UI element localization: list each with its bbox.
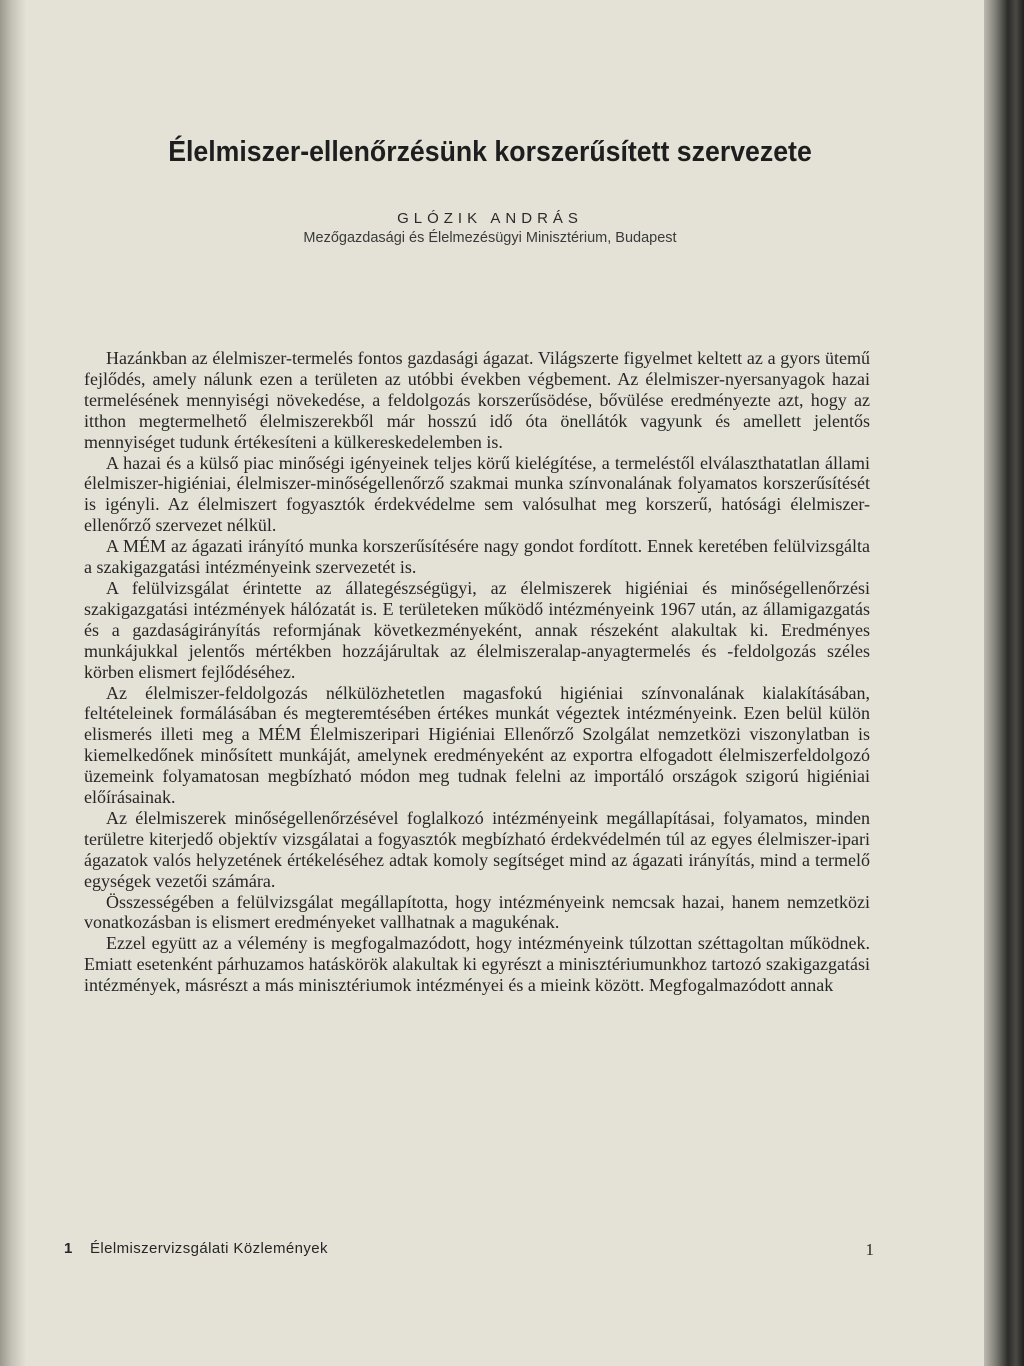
paragraph: A hazai és a külső piac minőségi igényeinek teljes körű kielégítése, a termeléstől elválaszthatatlan állami élelmiszer-higiéniai, élelmiszer-minőségellenőrző szakmai munka színvonalának folyamatos korszerűsítését is igényli. Az élelmiszert fogyasztók érdekvédelme sem valósulhat meg korszerű, hatósági élelmiszer-ellenőrző szervezet nélkül.	[84, 452, 870, 536]
author-name: GLÓZIK ANDRÁS	[397, 210, 583, 227]
page-footer	[64, 1240, 874, 1264]
article-body	[84, 348, 870, 996]
paragraph: Összességében a felülvizsgálat megállapította, hogy intézményeink nemcsak hazai, hanem nemzetközi vonatkozásban is elismert eredményeket vallhatnak a magukénak.	[84, 891, 870, 933]
paragraph: Hazánkban az élelmiszer-termelés fontos gazdasági ágazat. Világszerte figyelmet keltett az a gyors ütemű fejlődés, amely nálunk ezen a területen az utóbbi években végbement. Az élelmiszer-nyersanyagok hazai termelésének mennyiségi növekedése, a feldolgozás korszerűsödése, bővülése eredményezte azt, hogy az itthon megtermelhető élelmiszerekből már hosszú idő óta önellátók vagyunk és amellett jelentős mennyiséget tudunk értékesíteni a külkereskedelemben is.	[84, 348, 870, 452]
left-page-shadow	[0, 0, 26, 1366]
signature-mark: 1	[64, 1240, 73, 1257]
paragraph: A MÉM az ágazati irányító munka korszerűsítésére nagy gondot fordított. Ennek keretében felülvizsgálta a szakigazgatási intézményeink szervezetét is.	[84, 536, 870, 578]
author-affiliation: Mezőgazdasági és Élelmezésügyi Minisztérium, Budapest	[303, 230, 677, 246]
journal-name: Élelmiszervizsgálati Közlemények	[90, 1240, 328, 1257]
paragraph: A felülvizsgálat érintette az állategészségügyi, az élelmiszerek higiéniai és minőségellenőrzési szakigazgatási intézmények hálózatát is. E területeken működő intézményeink 1967 után, az államigazgatás és a gazdaságirányítás reformjának következményeként, annak részeként alakultak ki. Eredményes munkájukkal jelentős mértékben hozzájárultak az élelmiszeralap-anyagtermelés és -feldolgozás széles körben elismert fejlődéséhez.	[84, 577, 870, 682]
paragraph: Az élelmiszerek minőségellenőrzésével foglalkozó intézményeink megállapításai, folyamatos, minden területre kiterjedő objektív vizsgálatai a fogyasztók megbízható érdekvédelmén túl az egyes élelmiszer-ipari ágazatok valós helyzetének értékeléséhez adtak komoly segítséget mind az ágazati irányítás, mind a termelő egységek vezetői számára.	[84, 807, 870, 891]
paragraph: Ezzel együtt az a vélemény is megfogalmazódott, hogy intézményeink túlzottan széttagoltan működnek. Emiatt esetenként párhuzamos hatáskörök alakultak ki egyrészt a minisztériumunkhoz tartozó szakigazgatási intézmények, másrészt a más minisztériumok intézményei és a mieink között. Megfogalmazódott annak	[84, 933, 870, 996]
article-title: Élelmiszer-ellenőrzésünk korszerűsített szervezete	[168, 136, 812, 168]
page-number: 1	[865, 1240, 874, 1259]
book-binding-edge	[984, 0, 1024, 1366]
paragraph: Az élelmiszer-feldolgozás nélkülözhetetlen magasfokú higiéniai színvonalának kialakításában, feltételeinek formálásában és megteremtésében értékes munkát végeztek intézményeink. Ezen belül külön elismerés illeti meg a MÉM Élelmiszeripari Higiéniai Ellenőrző Szolgálat nemzetközi viszonylatban is kiemelkedőnek minősített munkáját, amelynek eredményeként az exportra elfogadott élelmiszerfeldolgozó üzemeink folyamatosan megbízható módon meg tudnak felelni az importáló országok szigorú higiéniai előírásainak.	[84, 682, 870, 808]
